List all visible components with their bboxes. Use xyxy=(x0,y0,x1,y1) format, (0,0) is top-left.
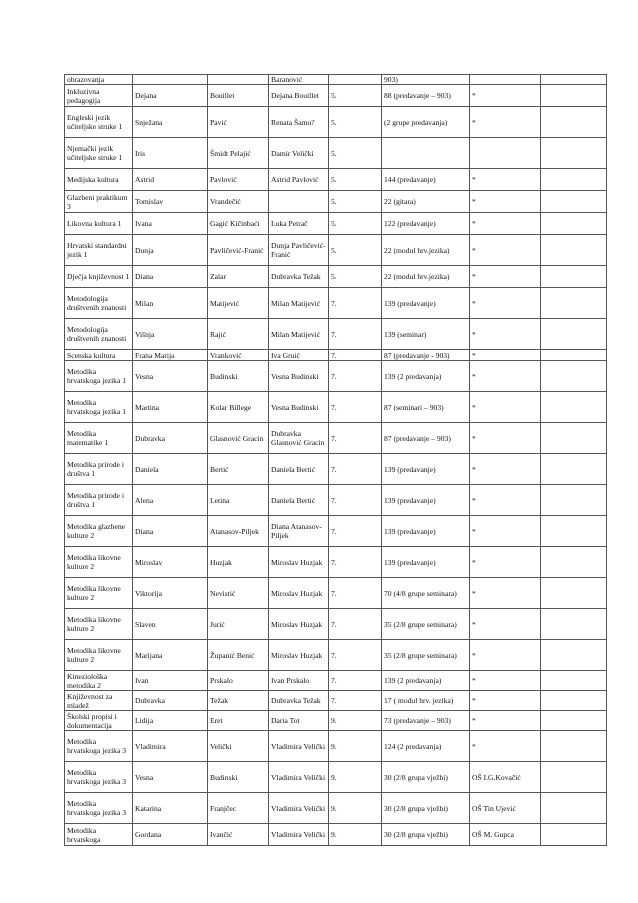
table-cell: 139 (predavanje) xyxy=(382,547,470,578)
table-cell: * xyxy=(470,350,541,361)
course-table xyxy=(64,74,607,846)
table-cell: Alena xyxy=(133,485,208,516)
table-cell: 7. xyxy=(329,350,382,361)
table-cell: Lidija xyxy=(133,711,208,731)
table-cell: 5. xyxy=(329,213,382,235)
table-cell: Katarina xyxy=(133,793,208,824)
table-cell: Daniela Bertić xyxy=(269,485,329,516)
table-cell: Tomislav xyxy=(133,191,208,213)
table-cell: Metodika glazbene kulture 2 xyxy=(65,516,133,547)
table-cell: 139 (predavanje) xyxy=(382,516,470,547)
table-cell: Metodika hrvatskoga jezika 1 xyxy=(65,392,133,423)
table-cell: Letina xyxy=(208,485,269,516)
table-row xyxy=(65,454,607,485)
table-cell: * xyxy=(470,547,541,578)
table-cell: 30 (2/8 grupa vježbi) xyxy=(382,824,470,846)
table-cell: * xyxy=(470,731,541,762)
table-cell: 7. xyxy=(329,578,382,609)
table-cell: 139 (2 predavanja) xyxy=(382,671,470,691)
table-cell: Prskalo xyxy=(208,671,269,691)
table-row xyxy=(65,762,607,793)
table-row xyxy=(65,516,607,547)
table-row xyxy=(65,85,607,107)
table-cell xyxy=(541,169,607,191)
table-cell xyxy=(541,235,607,266)
table-cell: 5. xyxy=(329,169,382,191)
table-cell xyxy=(541,191,607,213)
table-cell xyxy=(541,350,607,361)
table-cell: Engleski jezik učiteljske struke 1 xyxy=(65,107,133,138)
table-cell: Metodologija društvenih znanosti xyxy=(65,319,133,350)
table-cell: 139 (predavanje) xyxy=(382,485,470,516)
table-cell: 22 (modul hrv.jezika) xyxy=(382,235,470,266)
table-cell: Huzjak xyxy=(208,547,269,578)
table-cell: Dubravka Težak xyxy=(269,266,329,288)
table-cell: Dubravka Težak xyxy=(269,691,329,711)
table-cell: (2 grupe predavanja) xyxy=(382,107,470,138)
table-cell xyxy=(541,75,607,85)
table-row xyxy=(65,609,607,640)
table-cell: Njemački jezik učiteljske struke 1 xyxy=(65,138,133,169)
table-cell: 9. xyxy=(329,824,382,846)
document-page xyxy=(64,74,607,846)
table-cell xyxy=(541,454,607,485)
table-cell: OŠ Tin Ujević xyxy=(470,793,541,824)
table-cell: Školski propisi i dokumentacija xyxy=(65,711,133,731)
table-cell: Dunja xyxy=(133,235,208,266)
table-cell: Metodika likovne kulture 2 xyxy=(65,609,133,640)
table-cell xyxy=(541,423,607,454)
table-cell: 7. xyxy=(329,423,382,454)
table-cell: 139 (2 predavanja) xyxy=(382,361,470,392)
table-cell xyxy=(541,392,607,423)
table-row xyxy=(65,350,607,361)
table-row xyxy=(65,547,607,578)
table-cell: Metodika prirode i društva 1 xyxy=(65,485,133,516)
table-cell: Nevistić xyxy=(208,578,269,609)
table-cell: Književnost za mladež xyxy=(65,691,133,711)
table-cell: * xyxy=(470,711,541,731)
table-cell: * xyxy=(470,516,541,547)
table-row xyxy=(65,711,607,731)
table-cell: 7. xyxy=(329,454,382,485)
table-cell: Diana xyxy=(133,266,208,288)
table-cell: 5. xyxy=(329,191,382,213)
table-row xyxy=(65,288,607,319)
table-cell: Dječja književnost 1 xyxy=(65,266,133,288)
table-cell: Likovna kultura 1 xyxy=(65,213,133,235)
table-cell: 5. xyxy=(329,107,382,138)
table-cell xyxy=(382,138,470,169)
table-cell: Šmidt Pelajić xyxy=(208,138,269,169)
table-cell: 35 (2/8 grupe seminara) xyxy=(382,609,470,640)
table-row xyxy=(65,671,607,691)
table-cell: 7. xyxy=(329,392,382,423)
table-cell: obrazovanja xyxy=(65,75,133,85)
table-cell: Matijević xyxy=(208,288,269,319)
table-cell xyxy=(541,107,607,138)
table-cell: Iris xyxy=(133,138,208,169)
table-cell: Jurić xyxy=(208,609,269,640)
table-cell: Višnja xyxy=(133,319,208,350)
table-cell: Zalar xyxy=(208,266,269,288)
table-cell: Budinski xyxy=(208,762,269,793)
table-cell: Miroslav Huzjak xyxy=(269,578,329,609)
table-cell: Miroslav Huzjak xyxy=(269,547,329,578)
table-cell: Metodika hrvatskoga jezika 3 xyxy=(65,731,133,762)
table-cell: Astrid Pavlović xyxy=(269,169,329,191)
table-cell: 7. xyxy=(329,609,382,640)
table-cell: * xyxy=(470,609,541,640)
table-cell: Metodologija društvenih znanosti xyxy=(65,288,133,319)
table-row xyxy=(65,423,607,454)
table-cell: Snježana xyxy=(133,107,208,138)
table-cell: Velički xyxy=(208,731,269,762)
table-cell: 30 (2/8 grupa vježbi) xyxy=(382,762,470,793)
table-row xyxy=(65,578,607,609)
table-row xyxy=(65,235,607,266)
table-cell: Ivan Prskalo xyxy=(269,671,329,691)
table-cell xyxy=(541,516,607,547)
table-cell: * xyxy=(470,392,541,423)
table-cell: Kineziološka metodika 2 xyxy=(65,671,133,691)
table-row xyxy=(65,75,607,85)
table-cell: * xyxy=(470,578,541,609)
table-cell: 7. xyxy=(329,319,382,350)
table-cell: Kolar Billege xyxy=(208,392,269,423)
table-cell: 9. xyxy=(329,793,382,824)
table-cell: Dunja Pavličević-Franić xyxy=(269,235,329,266)
table-cell: 7. xyxy=(329,547,382,578)
table-cell: Eret xyxy=(208,711,269,731)
table-cell xyxy=(541,213,607,235)
table-cell: 7. xyxy=(329,361,382,392)
table-cell: * xyxy=(470,485,541,516)
table-cell: Vladimira Velički xyxy=(269,793,329,824)
table-cell: Metodika matematike 1 xyxy=(65,423,133,454)
table-cell xyxy=(541,762,607,793)
table-cell: Milan Matijević xyxy=(269,288,329,319)
table-cell: Milan Matijević xyxy=(269,319,329,350)
table-cell: Inkluzivna pedagogija xyxy=(65,85,133,107)
table-cell: Bertić xyxy=(208,454,269,485)
table-cell: 124 (2 predavanja) xyxy=(382,731,470,762)
table-cell: Daria Tot xyxy=(269,711,329,731)
table-cell: 9. xyxy=(329,762,382,793)
table-cell: Metodika hrvatskoga jezika 3 xyxy=(65,793,133,824)
table-cell: Medijska kultura xyxy=(65,169,133,191)
table-row xyxy=(65,824,607,846)
table-cell: 139 (seminar) xyxy=(382,319,470,350)
table-cell: Franjčec xyxy=(208,793,269,824)
table-cell: Astrid xyxy=(133,169,208,191)
table-cell: Glasnović Gracin xyxy=(208,423,269,454)
table-cell xyxy=(541,288,607,319)
table-cell xyxy=(541,640,607,671)
table-cell xyxy=(541,793,607,824)
table-cell: Dejana Bouillet xyxy=(269,85,329,107)
table-cell: Županić Benić xyxy=(208,640,269,671)
table-cell xyxy=(541,609,607,640)
table-cell: OŠ I.G.Kovačić xyxy=(470,762,541,793)
table-cell: 88 (predavanje – 903) xyxy=(382,85,470,107)
table-cell: 22 (gitara) xyxy=(382,191,470,213)
table-cell: 70 (4/8 grupe seminara) xyxy=(382,578,470,609)
table-cell: Slaven xyxy=(133,609,208,640)
table-cell: OŠ M. Gupca xyxy=(470,824,541,846)
table-cell: Bouillet xyxy=(208,85,269,107)
table-cell xyxy=(541,485,607,516)
table-cell: Pavlović xyxy=(208,169,269,191)
table-cell: * xyxy=(470,671,541,691)
table-cell: 7. xyxy=(329,691,382,711)
table-cell: Gordana xyxy=(133,824,208,846)
table-cell: Pavličević-Franić xyxy=(208,235,269,266)
table-cell: Budinski xyxy=(208,361,269,392)
table-cell: 144 (predavanje) xyxy=(382,169,470,191)
table-cell: Ivančić xyxy=(208,824,269,846)
table-row xyxy=(65,191,607,213)
table-cell: Marijana xyxy=(133,640,208,671)
table-cell xyxy=(541,671,607,691)
table-cell: Renata Šamo? xyxy=(269,107,329,138)
table-cell: * xyxy=(470,169,541,191)
table-cell: Rajić xyxy=(208,319,269,350)
table-cell: 30 (2/8 grupa vježbi) xyxy=(382,793,470,824)
table-cell: 35 (2/8 grupe seminara) xyxy=(382,640,470,671)
table-cell: 9. xyxy=(329,711,382,731)
table-row xyxy=(65,107,607,138)
table-row xyxy=(65,213,607,235)
table-cell: * xyxy=(470,266,541,288)
table-cell: Vesna xyxy=(133,361,208,392)
table-row xyxy=(65,485,607,516)
table-row xyxy=(65,793,607,824)
table-cell: 5. xyxy=(329,235,382,266)
table-cell: Ivana xyxy=(133,213,208,235)
table-cell: * xyxy=(470,691,541,711)
table-cell: Metodika prirode i društva 1 xyxy=(65,454,133,485)
table-cell: 7. xyxy=(329,485,382,516)
table-cell: * xyxy=(470,107,541,138)
table-cell: 22 (modul hrv.jezika) xyxy=(382,266,470,288)
table-cell: Dejana xyxy=(133,85,208,107)
table-cell: * xyxy=(470,235,541,266)
table-body xyxy=(65,75,607,846)
table-cell: * xyxy=(470,191,541,213)
table-cell: * xyxy=(470,213,541,235)
table-cell: 9. xyxy=(329,731,382,762)
table-cell: Vrandečić xyxy=(208,191,269,213)
table-cell: Damir Velički xyxy=(269,138,329,169)
table-row xyxy=(65,138,607,169)
table-cell: Vesna Budinski xyxy=(269,392,329,423)
table-cell: * xyxy=(470,361,541,392)
table-row xyxy=(65,169,607,191)
table-cell: 7. xyxy=(329,288,382,319)
table-row xyxy=(65,640,607,671)
table-cell xyxy=(541,824,607,846)
table-cell: * xyxy=(470,319,541,350)
table-cell: Baranović xyxy=(269,75,329,85)
table-cell: Gagić Kičinbaći xyxy=(208,213,269,235)
table-cell: 5. xyxy=(329,85,382,107)
table-cell: 87 (predavanje - 903) xyxy=(382,350,470,361)
table-cell: 5. xyxy=(329,266,382,288)
table-row xyxy=(65,266,607,288)
table-cell xyxy=(208,75,269,85)
table-cell: Iva Gruić xyxy=(269,350,329,361)
table-cell: 7. xyxy=(329,640,382,671)
table-cell: 73 (predavanje – 903) xyxy=(382,711,470,731)
table-cell xyxy=(470,138,541,169)
table-cell: Vranković xyxy=(208,350,269,361)
table-cell xyxy=(541,138,607,169)
table-cell: Daniela xyxy=(133,454,208,485)
table-cell: 139 (predavanje) xyxy=(382,288,470,319)
table-cell: Milan xyxy=(133,288,208,319)
table-cell: Miroslav Huzjak xyxy=(269,640,329,671)
table-row xyxy=(65,319,607,350)
table-cell: * xyxy=(470,640,541,671)
table-cell xyxy=(541,547,607,578)
table-cell xyxy=(541,319,607,350)
table-row xyxy=(65,392,607,423)
table-cell: Scenska kultura xyxy=(65,350,133,361)
table-cell: Viktorija xyxy=(133,578,208,609)
table-cell: 17 ( modul hrv. jezika) xyxy=(382,691,470,711)
table-cell: Ivan xyxy=(133,671,208,691)
table-cell: Diana xyxy=(133,516,208,547)
table-cell: Metodika hrvatskoga xyxy=(65,824,133,846)
table-cell xyxy=(133,75,208,85)
table-cell: Dubravka xyxy=(133,691,208,711)
table-cell: Vladimira Velički xyxy=(269,762,329,793)
table-cell: Hrvatski standardni jezik 1 xyxy=(65,235,133,266)
table-cell: * xyxy=(470,454,541,485)
table-cell: 903) xyxy=(382,75,470,85)
table-row xyxy=(65,691,607,711)
table-cell: Vladimira Velički xyxy=(269,731,329,762)
table-cell: 7. xyxy=(329,516,382,547)
table-cell: Dubravka Glasnović Gracin xyxy=(269,423,329,454)
table-cell xyxy=(329,75,382,85)
table-cell xyxy=(541,731,607,762)
table-cell: * xyxy=(470,288,541,319)
table-cell: Miroslav xyxy=(133,547,208,578)
table-cell: Metodika likovne kulture 2 xyxy=(65,547,133,578)
table-cell: Vesna Budinski xyxy=(269,361,329,392)
table-cell: Metodika likovne kulture 2 xyxy=(65,640,133,671)
table-cell xyxy=(269,191,329,213)
table-cell: Metodika hrvatskoga jezika 3 xyxy=(65,762,133,793)
table-cell: Dubravka xyxy=(133,423,208,454)
table-cell: 87 (predavanje – 903) xyxy=(382,423,470,454)
table-cell: Težak xyxy=(208,691,269,711)
table-row xyxy=(65,731,607,762)
table-row xyxy=(65,361,607,392)
table-cell: Pavić xyxy=(208,107,269,138)
table-cell: Vladimira xyxy=(133,731,208,762)
table-cell: Martina xyxy=(133,392,208,423)
table-cell xyxy=(541,361,607,392)
table-cell: Glazbeni praktikum 3 xyxy=(65,191,133,213)
table-cell: * xyxy=(470,423,541,454)
table-cell: 87 (seminari – 903) xyxy=(382,392,470,423)
table-cell: Vesna xyxy=(133,762,208,793)
table-cell: 7. xyxy=(329,671,382,691)
table-cell: Metodika likovne kulture 2 xyxy=(65,578,133,609)
table-cell: 5. xyxy=(329,138,382,169)
table-cell: Diana Atanasov-Piljek xyxy=(269,516,329,547)
table-cell: Frana Marija xyxy=(133,350,208,361)
table-cell xyxy=(541,266,607,288)
table-cell: * xyxy=(470,85,541,107)
table-cell: 122 (predavanje) xyxy=(382,213,470,235)
table-cell: Metodika hrvatskoga jezika 1 xyxy=(65,361,133,392)
table-cell xyxy=(470,75,541,85)
table-cell: 139 (predavanje) xyxy=(382,454,470,485)
table-cell: Miroslav Huzjak xyxy=(269,609,329,640)
table-cell: Vladimira Velički xyxy=(269,824,329,846)
table-cell: Atanasov-Piljek xyxy=(208,516,269,547)
table-cell xyxy=(541,711,607,731)
table-cell xyxy=(541,691,607,711)
table-cell xyxy=(541,85,607,107)
table-cell xyxy=(541,578,607,609)
table-cell: Luka Petrač xyxy=(269,213,329,235)
table-cell: Daniela Bertić xyxy=(269,454,329,485)
